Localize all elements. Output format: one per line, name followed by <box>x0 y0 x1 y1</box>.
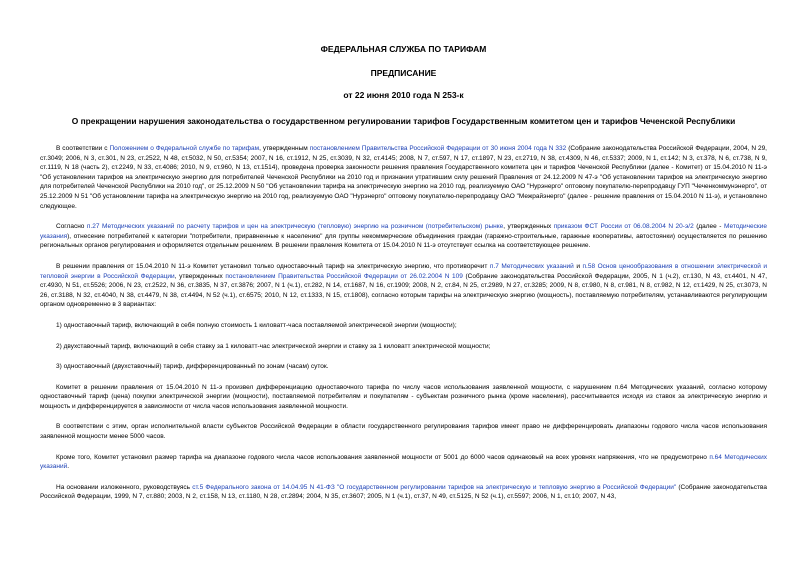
link-federal-law-41fz[interactable]: ст.5 Федерального закона от 14.04.95 N 41-ФЗ "О государственном регулировании тарифов на электрическую и тепловую энергию в Российской Федерации" <box>192 483 677 491</box>
link-method-p27[interactable]: п.27 Методических указаний по расчету тарифов и цен на электрическую (тепловую) энергию на розничном (потребительском) рынке <box>86 223 504 231</box>
link-method-guidelines[interactable]: Методические указания <box>40 223 767 240</box>
paragraph-7 <box>40 483 767 502</box>
text: Согласно <box>56 223 87 231</box>
paragraph-2 <box>40 222 767 251</box>
link-method-p64[interactable]: п.64 Методических указаний <box>40 453 767 471</box>
text: , утвержденных <box>174 272 226 280</box>
link-order-20e2[interactable]: приказом ФСТ России от 06.08.2004 N 20-э/2 <box>553 223 694 231</box>
paragraph-4: Комитет в решении правления от 15.04.2010 N 11-э произвел дифференциацию одноставочного тарифа по числу часов использования заявленной мощности, с нарушением п.64 Методических указаний, согласно которому одноставочный тариф (цена) покупки электрической энергии (мощности), поставляемой потребителям и покупателям - субъектам розничного рынка (кроме населения), рассчитывается исходя из ставок за электрическую энергию и мощность и дифференцируется в зависимости от числа часов использования заявленной мощности. <box>40 383 767 410</box>
text: ), отнесение потребителей к категории "потребители, приравненные к населению" для группы некоммерческие объединения граждан (гаражно-строительные, гаражные кооперативы, автостоянки) осуществляется по решению региональных органов регулирования и оформляется отдельным решением. В решении правления Комитета от 15.04.2010 N 11-э отсутствует ссылка на соответствующее решение. <box>40 232 767 250</box>
paragraph-1 <box>40 144 767 211</box>
link-regulation-fst[interactable]: Положением о Федеральной службе по тарифам <box>109 145 260 152</box>
date-heading: от 22 июня 2010 года N 253-к <box>343 90 464 100</box>
text: (Собрание законодательства Российской Федерации, 2005, N 1 (ч.2), ст.130, N 43, ст.4401, N 47, ст.4930, N 51, ст.5526; 2006, N 23, ст.2522, N 36, ст.3835, N 37, ст.3876; 2007, N 1 (ч.1), ст.282, N 14, ст.1687, N 16, ст.1909; 2008, N 2, ст.84, N 25, ст.2989, N 27, ст.3285; 2009, N 8, ст.980, N 8, ст.981, N 8, ст.982, N 12, ст.1429, N 25, ст.3073, N 26, ст.3188, N 32, ст.4040, N 38, ст.4479, N 38, ст.4494, N 52 (ч.1), ст.6575; 2010, N 12, ст.1333, N 15, ст.1808), согласно которым тарифы на электрическую энергию (мощность), поставляемую потребителям, устанавливаются регулирующим органом одновременно в 3 вариантах: <box>40 272 767 309</box>
text: и <box>573 262 583 270</box>
text: (далее - <box>693 223 724 231</box>
text: В соответствии с <box>56 145 110 152</box>
text: , утвержденных <box>503 223 554 231</box>
text: , утвержденным <box>259 145 310 152</box>
paragraph-5: В соответствии с этим, орган исполнительной власти субъектов Российской Федерации в области государственного регулирования тарифов имеет право не дифференцировать диапазоны годового числа часов использования заявленной мощности менее 5000 часов. <box>40 423 767 441</box>
text: . <box>67 463 70 471</box>
link-decree-332[interactable]: постановлением Правительства Российской Федерации от 30 июня 2004 года N 332 <box>309 145 567 152</box>
agency-heading: ФЕДЕРАЛЬНАЯ СЛУЖБА ПО ТАРИФАМ <box>320 44 487 54</box>
link-pricing-basics-p58[interactable]: п.58 Основ ценообразования в отношении электрической и тепловой энергии в Российской Федерации <box>40 262 767 280</box>
text: (Собрание законодательства Российской Федерации, 2004, N 29, ст.3049; 2006, N 3, ст.301, N 23, ст.2522, N 48, ст.5032, N 50, ст.5354; 2007, N 16, ст.1912, N 25, ст.3039, N 32, ст.4145; 2008, N 7, ст.597, N 17, ст.1897, N 23, ст.2719, N 38, ст.4309, N 46, ст.5337; 2009, N 1, ст.142; N 3, ст.378, N 6, ст.738, N 9, ст.1119, N 18 (часть 2), ст.2249, N 33, ст.4086; 2010, N 9, ст.960, N 13, ст.1514), проведена проверка законности решения правления Государственного комитета цен и тарифов Чеченской Республики (далее - Комитет) от 15.04.2010 N 11-э "Об установлении тарифов на электрическую энергию для потребителей Чеченской Республики на 2010 год и признании утратившим силу решений Правления от 24.12.2009 N 47-э "Об установлении тарифов на электрическую энергию для потребителей Чеченской Республики на 2010 год", от 25.12.2009 N 50 "Об установлении тарифа на электрическую энергию на 2010 год, реализуемую ОАО "Нурэнерго" оптовому покупателю-перепродавцу ГУП "Чеченкоммунэнерго", от 25.12.2009 N 51 "Об установлении тарифа на электрическую энергию на 2010 год, реализуемую ОАО "Нурэнерго" оптовому покупателю-перепродавцу ОАО "Межрайэнерго" (далее - решение правления от 15.04.2010 N 11-э), и установлено следующее. <box>40 145 767 210</box>
link-decree-109[interactable]: постановлением Правительства Российской Федерации от 26.02.2004 N 109 <box>225 272 463 280</box>
variant-3: 3) одноставочный (двухставочный) тариф, дифференцированный по зонам (часам) суток. <box>56 363 329 371</box>
paragraph-6 <box>40 453 767 472</box>
text: Кроме того, Комитет установил размер тарифа на диапазоне годового числа часов использования заявленной мощности от 5001 до 6000 часов одинаковый на всех уровнях напряжения, что не предусмотрено <box>56 453 710 461</box>
text: В решении правления от 15.04.2010 N 11-э Комитет установил только одноставочный тариф на электрическую энергию, что противоречит <box>56 262 490 270</box>
text: (Собрание законодательства Российской Федерации, 1999, N 7, ст.880; 2003, N 2, ст.158, N 13, ст.1180, N 28, ст.2894; 2004, N 35, ст.3607; 2005, N 1 (ч.1), ст.37, N 49, ст.5125, N 52 (ч.1), ст.5597; 2006, N 1, ст.10; 2007, N 43, <box>40 483 767 501</box>
variant-2: 2) двухставочный тариф, включающий в себя ставку за 1 киловатт-час электрической энергии и ставку за 1 киловатт электрической мощности; <box>56 342 491 350</box>
doctype-heading: ПРЕДПИСАНИЕ <box>370 68 437 78</box>
text: На основании изложенного, руководствуясь <box>56 483 193 491</box>
variant-1: 1) одноставочный тариф, включающий в себя полную стоимость 1 киловатт-часа поставляемой электрической энергии (мощности); <box>56 321 457 329</box>
document-title: О прекращении нарушения законодательства о государственном регулировании тарифов Государственным комитетом цен и тарифов Чеченской Республики <box>71 116 736 126</box>
link-method-p7[interactable]: п.7 Методических указаний <box>489 262 574 270</box>
paragraph-3 <box>40 262 767 310</box>
